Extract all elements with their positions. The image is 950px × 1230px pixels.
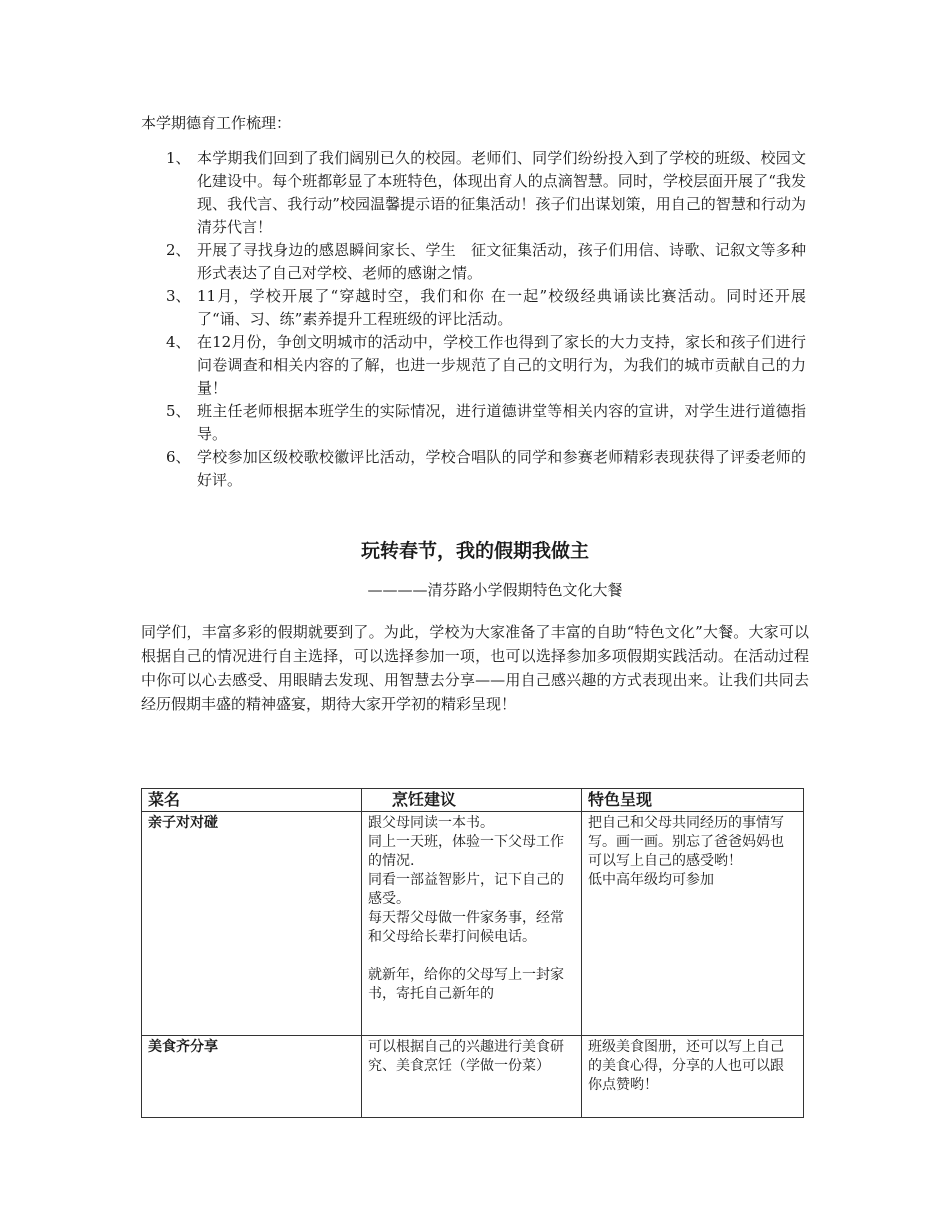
suggestion-cell — [362, 812, 582, 1036]
header-dish-name: 菜名 — [142, 789, 362, 812]
list-number: 5、 — [166, 402, 191, 420]
suggestion-line: 同看一部益智影片，记下自己的感受。 — [368, 872, 564, 907]
section-subtitle: ————清芬路小学假期特色文化大餐 — [367, 581, 623, 599]
presentation-cell — [582, 1036, 804, 1118]
list-item — [166, 331, 806, 400]
list-item — [166, 446, 806, 492]
suggestion-line: 就新年，给你的父母写上一封家书，寄托自己新年的 — [368, 967, 564, 1002]
table-row — [142, 812, 804, 1036]
header-cooking-suggestion: 烹饪建议 — [362, 789, 582, 812]
header-feature-presentation: 特色呈现 — [582, 789, 804, 812]
list-number: 2、 — [166, 241, 191, 259]
suggestion-line: 可以根据自己的兴趣进行美食研究、美食烹饪（学做一份菜） — [368, 1039, 564, 1074]
list-number: 1、 — [166, 149, 191, 167]
work-summary-list — [166, 147, 806, 492]
list-text: 本学期我们回到了我们阔别已久的校园。老师们、同学们纷纷投入到了学校的班级、校园文化建设中。每个班都彰显了本班特色，体现出育人的点滴智慧。同时，学校层面开展了“我发现、我代言、我行动”校园温馨提示语的征集活动！孩子们出谋划策，用自己的智慧和行动为清芬代言！ — [197, 149, 806, 236]
presentation-cell — [582, 812, 804, 1036]
dish-name-cell: 美食齐分享 — [142, 1036, 362, 1118]
presentation-line: 班级美食图册，还可以写上自己的美食心得，分享的人也可以跟你点赞哟！ — [588, 1039, 784, 1093]
list-item — [166, 239, 806, 285]
list-text: 开展了寻找身边的感恩瞬间家长、学生 征文征集活动，孩子们用信、诗歌、记叙文等多种形式表达了自己对学校、老师的感谢之情。 — [197, 241, 806, 282]
list-item — [166, 147, 806, 239]
activity-menu-table — [141, 788, 804, 1118]
list-text: 学校参加区级校歌校徽评比活动，学校合唱队的同学和参赛老师精彩表现获得了评委老师的好评。 — [197, 448, 806, 489]
blank-line — [368, 947, 575, 966]
intro-heading: 本学期德育工作梳理： — [141, 114, 292, 132]
list-text: 班主任老师根据本班学生的实际情况，进行道德讲堂等相关内容的宣讲，对学生进行道德指导。 — [197, 402, 806, 443]
list-item — [166, 285, 806, 331]
list-text: 在12月份，争创文明城市的活动中，学校工作也得到了家长的大力支持，家长和孩子们进行问卷调查和相关内容的了解，也进一步规范了自己的文明行为，为我们的城市贡献自己的力量！ — [197, 333, 806, 397]
suggestion-line: 每天帮父母做一件家务事，经常和父母给长辈打问候电话。 — [368, 910, 564, 945]
section-title: 玩转春节，我的假期我做主 — [360, 540, 589, 562]
list-text: 11月，学校开展了“穿越时空，我们和你 在一起”校级经典诵读比赛活动。同时还开展了“诵、习、练”素养提升工程班级的评比活动。 — [197, 287, 806, 328]
suggestion-line: 同上一天班，体验一下父母工作的情况. — [368, 834, 564, 869]
list-number: 6、 — [166, 448, 191, 466]
list-item — [166, 400, 806, 446]
list-number: 4、 — [166, 333, 191, 351]
list-number: 3、 — [166, 287, 191, 305]
suggestion-cell — [362, 1036, 582, 1118]
table-row — [142, 1036, 804, 1118]
dish-name-cell: 亲子对对碰 — [142, 812, 362, 1036]
table-header-row — [142, 789, 804, 812]
suggestion-line: 跟父母同读一本书。 — [368, 815, 494, 831]
section-paragraph: 同学们，丰富多彩的假期就要到了。为此，学校为大家准备了丰富的自助“特色文化”大餐。大家可以根据自己的情况进行自主选择，可以选择参加一项，也可以选择参加多项假期实践活动。在活动过程中你可以心去感受、用眼睛去发现、用智慧去分享——用自己感兴趣的方式表现出来。让我们共同去经历假期丰盛的精神盛宴，期待大家开学初的精彩呈现！ — [141, 623, 809, 713]
presentation-line: 低中高年级均可参加 — [588, 872, 714, 888]
presentation-line: 把自己和父母共同经历的事情写写。画一画。别忘了爸爸妈妈也可以写上自己的感受哟！ — [588, 815, 784, 869]
